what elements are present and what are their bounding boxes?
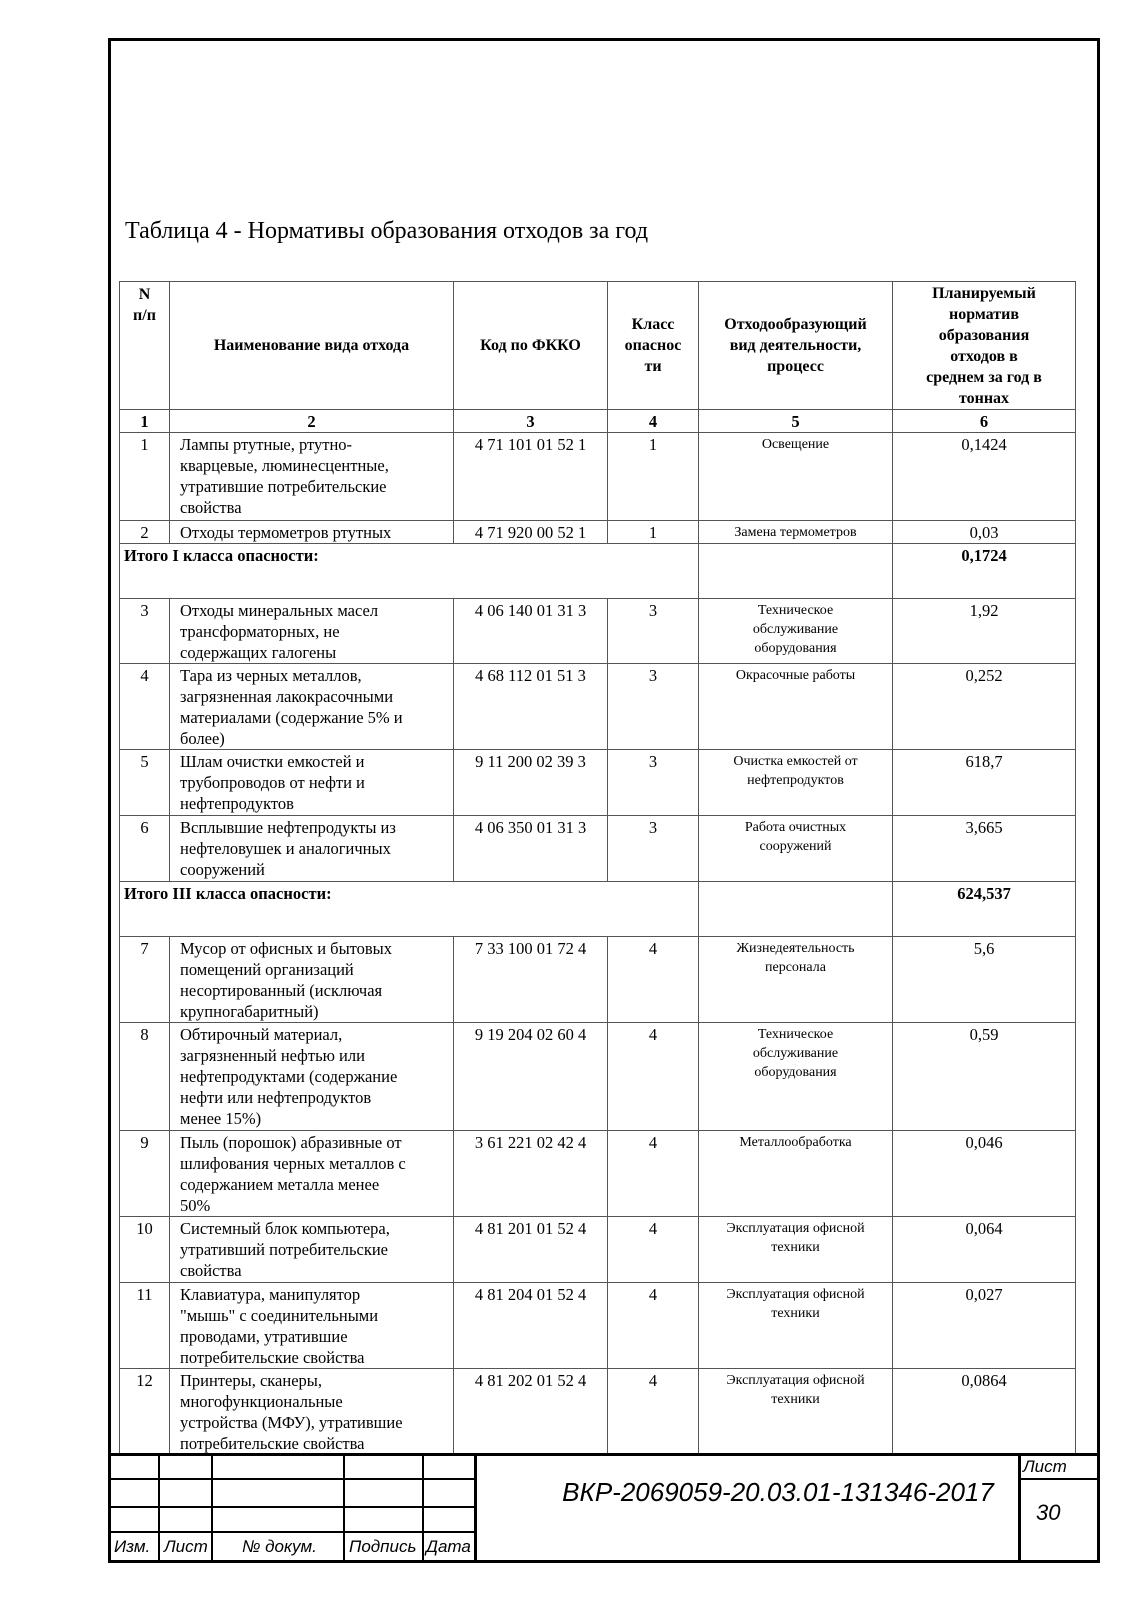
subtotal-activity-cell (699, 882, 893, 937)
hazard-class: 4 (608, 1023, 699, 1131)
activity (699, 521, 893, 544)
activity-line: Эксплуатация офисной (726, 1221, 865, 1236)
activity-line: Техническое (757, 603, 834, 618)
norm-value: 5,6 (893, 937, 1076, 1023)
activity (699, 664, 893, 750)
row-number: 1 (120, 433, 170, 521)
hazard-class: 3 (608, 664, 699, 750)
waste-name-line: нефтеловушек и аналогичных (180, 839, 391, 858)
waste-name-line: Обтирочный материал, (180, 1025, 343, 1044)
norm-value: 0,252 (893, 664, 1076, 750)
norm-value: 0,59 (893, 1023, 1076, 1131)
table-row (120, 1283, 1076, 1369)
subtotal-label: Итого I класса опасности: (120, 544, 699, 599)
table-row (120, 599, 1076, 664)
waste-name-line: кварцевые, люминесцентные, (180, 456, 389, 475)
norm-value: 0,046 (893, 1131, 1076, 1217)
row-number: 9 (120, 1131, 170, 1217)
waste-name-line: Системный блок компьютера, (180, 1219, 390, 1238)
row-number: 10 (120, 1217, 170, 1283)
header-row (120, 282, 1076, 410)
column-number: 1 (120, 410, 170, 433)
sheet-number: 30 (1036, 1500, 1061, 1525)
row-number: 7 (120, 937, 170, 1023)
row-number: 2 (120, 521, 170, 544)
waste-name (170, 599, 454, 664)
hazard-class: 4 (608, 1283, 699, 1369)
norm-value: 3,665 (893, 816, 1076, 882)
fkko-code: 4 68 112 01 51 3 (454, 664, 608, 750)
activity-line: Эксплуатация офисной (726, 1287, 865, 1302)
header-activity: Отходообразующий вид деятельности, процесс (699, 282, 893, 410)
waste-name-line: менее 15%) (180, 1109, 262, 1128)
waste-name-line: нефти или нефтепродуктов (180, 1088, 372, 1107)
activity (699, 599, 893, 664)
activity (699, 750, 893, 816)
row-number: 4 (120, 664, 170, 750)
waste-name-line: Шлам очистки емкостей и (180, 752, 365, 771)
waste-name-line: Лампы ртутные, ртутно- (180, 435, 353, 454)
waste-name-line: 50% (180, 1196, 211, 1215)
waste-name-line: многофункциональные (180, 1392, 343, 1411)
subtotal-row (120, 882, 1076, 937)
header-fkko-code: Код по ФККО (454, 282, 608, 410)
activity-line: обслуживание (752, 1046, 839, 1061)
waste-name (170, 816, 454, 882)
activity-line: техники (771, 1306, 820, 1321)
norm-value: 0,1424 (893, 433, 1076, 521)
waste-name-line: Клавиатура, манипулятор (180, 1285, 361, 1304)
table-row (120, 816, 1076, 882)
row-number: 3 (120, 599, 170, 664)
column-number: 2 (170, 410, 454, 433)
activity-line: Эксплуатация офисной (726, 1373, 865, 1388)
waste-name (170, 433, 454, 521)
column-number: 6 (893, 410, 1076, 433)
waste-name-line: утратившие потребительские (180, 477, 387, 496)
waste-name-line: Всплывшие нефтепродукты из (180, 818, 396, 837)
waste-name-line: Принтеры, сканеры, (180, 1371, 322, 1390)
table-row (120, 937, 1076, 1023)
waste-name-line: более) (180, 729, 225, 748)
header-hazard-class: Класс опаснос ти (608, 282, 699, 410)
waste-name (170, 750, 454, 816)
table-row (120, 664, 1076, 750)
table-row (120, 433, 1076, 521)
table-row (120, 1023, 1076, 1131)
fkko-code: 4 81 204 01 52 4 (454, 1283, 608, 1369)
hazard-class: 3 (608, 599, 699, 664)
activity-line: нефтепродуктов (747, 773, 844, 788)
activity-line: Техническое (757, 1027, 834, 1042)
table-row (120, 1369, 1076, 1455)
subtotal-activity-cell (699, 544, 893, 599)
waste-name-line: утративший потребительские (180, 1240, 388, 1259)
hazard-class: 3 (608, 750, 699, 816)
waste-name-line: загрязненный нефтью или (180, 1046, 365, 1065)
row-number: 5 (120, 750, 170, 816)
waste-name-line: шлифования черных металлов с (180, 1154, 406, 1173)
waste-name (170, 521, 454, 544)
stamp-label-sheet: Лист (164, 1537, 208, 1556)
fkko-code: 4 71 920 00 52 1 (454, 521, 608, 544)
activity-line: Жизнедеятельность (736, 941, 855, 956)
activity-line: обслуживание (752, 622, 839, 637)
waste-name (170, 664, 454, 750)
waste-name-line: трансформаторных, не (180, 622, 340, 641)
waste-name-line: Пыль (порошок) абразивные от (180, 1133, 402, 1152)
subtotal-row (120, 544, 1076, 599)
row-number: 6 (120, 816, 170, 882)
stamp-label-date: Дата (426, 1537, 471, 1556)
fkko-code: 9 19 204 02 60 4 (454, 1023, 608, 1131)
hazard-class: 1 (608, 521, 699, 544)
fkko-code: 4 81 201 01 52 4 (454, 1217, 608, 1283)
stamp-label-change: Изм. (114, 1537, 151, 1556)
activity-line: сооружений (759, 839, 832, 854)
waste-name-line: потребительские свойства (180, 1434, 365, 1453)
table-row (120, 750, 1076, 816)
waste-name-line: "мышь" с соединительными (180, 1306, 379, 1325)
row-number: 8 (120, 1023, 170, 1131)
subtotal-value: 624,537 (893, 882, 1076, 937)
header-no: N п/п (120, 282, 170, 410)
waste-name-line: загрязненная лакокрасочными (180, 687, 394, 706)
norm-value: 1,92 (893, 599, 1076, 664)
waste-name-line: сооружений (180, 860, 265, 879)
waste-name-line: содержанием металла менее (180, 1175, 380, 1194)
waste-name-line: свойства (180, 1261, 242, 1280)
activity (699, 1023, 893, 1131)
column-number: 5 (699, 410, 893, 433)
waste-name-line: Тара из черных металлов, (180, 666, 362, 685)
fkko-code: 3 61 221 02 42 4 (454, 1131, 608, 1217)
waste-name-line: Отходы минеральных масел (180, 601, 379, 620)
hazard-class: 4 (608, 1369, 699, 1455)
table-caption: Таблица 4 - Нормативы образования отходов за год (125, 218, 649, 244)
activity-line: Металлообработка (739, 1135, 852, 1150)
column-number-row (120, 410, 1076, 433)
fkko-code: 4 71 101 01 52 1 (454, 433, 608, 521)
norm-value: 0,03 (893, 521, 1076, 544)
header-waste-name: Наименование вида отхода (170, 282, 454, 410)
activity (699, 816, 893, 882)
activity (699, 1217, 893, 1283)
waste-name-line: содержащих галогены (180, 643, 337, 662)
waste-name-line: нефтепродуктами (содержание (180, 1067, 398, 1086)
hazard-class: 3 (608, 816, 699, 882)
fkko-code: 4 81 202 01 52 4 (454, 1369, 608, 1455)
activity (699, 937, 893, 1023)
waste-name (170, 1217, 454, 1283)
row-number: 12 (120, 1369, 170, 1455)
waste-name (170, 1283, 454, 1369)
activity (699, 433, 893, 521)
hazard-class: 4 (608, 937, 699, 1023)
norm-value: 0,027 (893, 1283, 1076, 1369)
activity-line: оборудования (754, 641, 837, 656)
fkko-code: 4 06 140 01 31 3 (454, 599, 608, 664)
row-number: 11 (120, 1283, 170, 1369)
activity-line: Окрасочные работы (735, 668, 856, 683)
waste-norms-table (119, 281, 1076, 1455)
header-norm: Планируемый норматив образования отходов в среднем за год в тоннах (893, 282, 1076, 410)
stamp-sheet-label: Лист (1023, 1457, 1067, 1476)
waste-name-line: Отходы термометров ртутных (180, 523, 392, 542)
stamp-label-signature: Подпись (349, 1537, 417, 1556)
column-number: 3 (454, 410, 608, 433)
waste-name-line: устройства (МФУ), утратившие (180, 1413, 403, 1432)
activity-line: техники (771, 1240, 820, 1255)
waste-name-line: проводами, утратившие (180, 1327, 348, 1346)
waste-name (170, 1131, 454, 1217)
waste-name (170, 1023, 454, 1131)
table-row (120, 1131, 1076, 1217)
activity-line: техники (771, 1392, 820, 1407)
waste-name-line: нефтепродуктов (180, 794, 294, 813)
hazard-class: 4 (608, 1131, 699, 1217)
stamp-label-doc-no: № докум. (242, 1537, 317, 1556)
waste-name (170, 1369, 454, 1455)
waste-name-line: несортированный (исключая (180, 981, 383, 1000)
activity-line: Замена термометров (734, 525, 857, 540)
activity-line: Освещение (761, 437, 830, 452)
norm-value: 618,7 (893, 750, 1076, 816)
document-code: ВКР-2069059-20.03.01-131346-2017 (562, 1477, 994, 1507)
table-row (120, 1217, 1076, 1283)
title-block-stamp (108, 1453, 1100, 1563)
column-number: 4 (608, 410, 699, 433)
hazard-class: 4 (608, 1217, 699, 1283)
activity (699, 1369, 893, 1455)
waste-name (170, 937, 454, 1023)
waste-name-line: Мусор от офисных и бытовых (180, 939, 393, 958)
waste-name-line: материалами (содержание 5% и (180, 708, 403, 727)
activity (699, 1131, 893, 1217)
activity-line: персонала (765, 960, 826, 975)
norm-value: 0,064 (893, 1217, 1076, 1283)
fkko-code: 7 33 100 01 72 4 (454, 937, 608, 1023)
table-row (120, 521, 1076, 544)
fkko-code: 9 11 200 02 39 3 (454, 750, 608, 816)
activity-line: Работа очистных (744, 820, 847, 835)
activity-line: Очистка емкостей от (733, 754, 858, 769)
norm-value: 0,0864 (893, 1369, 1076, 1455)
waste-name-line: потребительские свойства (180, 1348, 365, 1367)
waste-name-line: трубопроводов от нефти и (180, 773, 365, 792)
waste-name-line: помещений организаций (180, 960, 354, 979)
activity-line: оборудования (754, 1065, 837, 1080)
subtotal-value: 0,1724 (893, 544, 1076, 599)
subtotal-label: Итого III класса опасности: (120, 882, 699, 937)
waste-name-line: свойства (180, 498, 242, 517)
fkko-code: 4 06 350 01 31 3 (454, 816, 608, 882)
activity (699, 1283, 893, 1369)
hazard-class: 1 (608, 433, 699, 521)
waste-name-line: крупногабаритный) (180, 1002, 319, 1021)
